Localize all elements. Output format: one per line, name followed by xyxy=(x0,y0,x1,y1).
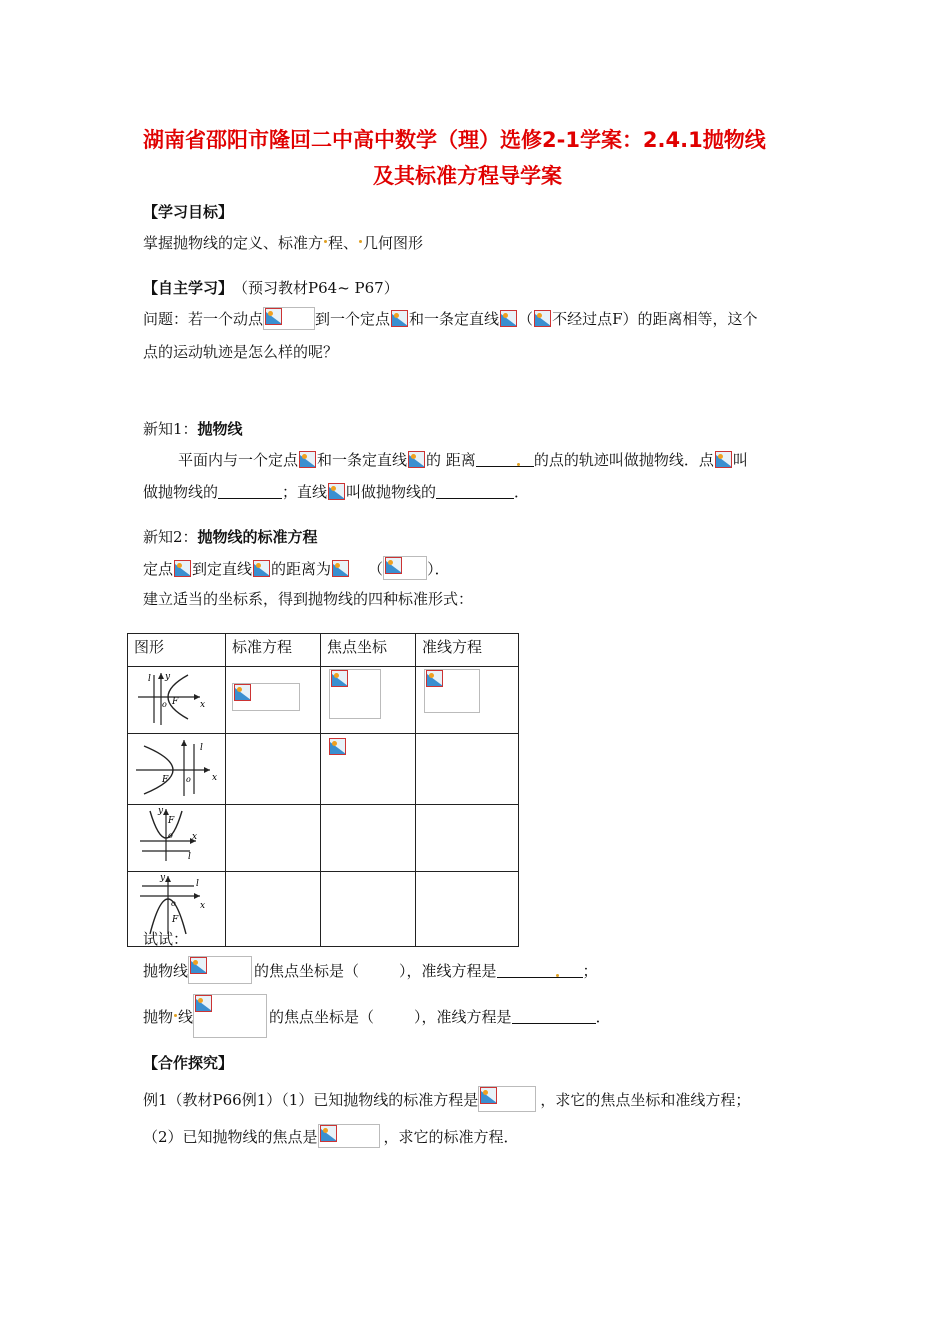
axis-arrow xyxy=(181,740,187,746)
table-header-cell: 图形 xyxy=(128,634,226,667)
fill-blank[interactable] xyxy=(436,484,514,499)
self-study-question-line2: 点的运动轨迹是怎么样的呢？ xyxy=(143,343,339,361)
formula-image-box xyxy=(318,1124,380,1148)
label-f: F xyxy=(172,697,179,707)
new1-label: 新知1： xyxy=(143,420,198,438)
new2-label: 新知2： xyxy=(143,528,198,546)
question-text: 不经过点F）的距离相等，这个 xyxy=(552,310,758,328)
graph-cell xyxy=(128,805,226,872)
dot-mark xyxy=(556,974,559,977)
label-x: x xyxy=(200,901,206,911)
graph-cell xyxy=(128,667,226,734)
label-o: o xyxy=(186,775,191,784)
definition-text: ；直线 xyxy=(282,483,328,501)
parabola-up-graph xyxy=(128,805,225,867)
directrix-cell xyxy=(416,805,519,872)
axis-arrow xyxy=(163,809,169,815)
new1-name: 抛物线 xyxy=(197,420,243,438)
focus-cell xyxy=(321,667,416,734)
definition-text: ． xyxy=(514,483,530,501)
equation-cell xyxy=(226,734,321,805)
formula-image-icon xyxy=(715,451,732,468)
dot-mark xyxy=(324,240,327,243)
try-text: ），准线方程是 xyxy=(399,961,497,980)
table-row xyxy=(128,667,519,734)
formula-image-icon xyxy=(408,451,425,468)
table-header-row xyxy=(128,634,519,667)
formula-image-icon xyxy=(299,451,316,468)
equation-cell xyxy=(226,872,321,947)
try-text: 的焦点坐标是（ xyxy=(254,961,360,980)
distance-text: 的距离为 xyxy=(271,559,332,578)
formula-image-box xyxy=(424,669,480,713)
formula-image-icon xyxy=(329,738,346,755)
document-title-line1: 湖南省邵阳市隆回二中高中数学（理）选修2-1学案：2.4.1抛物线 xyxy=(143,128,766,152)
formula-image-box xyxy=(263,307,315,330)
goal-text-part: 几何图形 xyxy=(363,234,424,252)
example-text: （2）已知抛物线的焦点是 xyxy=(143,1127,318,1146)
try-text: ； xyxy=(582,961,598,980)
fill-blank[interactable] xyxy=(512,1009,596,1024)
formula-image-icon xyxy=(332,560,349,577)
definition-text: 平面内与一个定点 xyxy=(178,451,299,469)
axis-arrow xyxy=(194,893,200,899)
new1-definition-line2 xyxy=(143,481,529,502)
formula-image-icon xyxy=(253,560,270,577)
directrix-cell xyxy=(416,734,519,805)
table-header-cell: 标准方程 xyxy=(226,634,321,667)
label-f: F xyxy=(162,775,169,785)
axis-arrow xyxy=(158,673,164,679)
equation-cell xyxy=(226,667,321,734)
coop-heading: 【合作探究】 xyxy=(143,1054,234,1072)
label-y: y xyxy=(158,806,164,816)
dot-mark xyxy=(517,463,520,466)
try-text: 线 xyxy=(178,1007,194,1026)
table-header-cell: 焦点坐标 xyxy=(321,634,416,667)
label-l: l xyxy=(196,879,199,889)
distance-text: （ xyxy=(368,559,384,578)
self-study-heading: 【自主学习】 xyxy=(143,279,234,297)
label-x: x xyxy=(200,700,206,710)
example1-part1 xyxy=(143,1086,750,1112)
definition-text: 和一条定直线 xyxy=(317,451,408,469)
new2-distance-line xyxy=(143,556,450,580)
axis-arrow xyxy=(165,876,171,882)
formula-image-icon xyxy=(534,310,551,327)
fill-blank[interactable] xyxy=(218,484,282,499)
new1-definition xyxy=(178,449,748,470)
example-text: ，求它的焦点坐标和准线方程； xyxy=(540,1090,751,1109)
label-l: l xyxy=(188,852,191,862)
try-line1 xyxy=(143,956,598,984)
formula-image-icon xyxy=(328,483,345,500)
parabola-left-graph xyxy=(128,734,225,800)
example-text: 例1（教材P66例1）（1）已知抛物线的标准方程是 xyxy=(143,1090,479,1109)
try-line2 xyxy=(143,994,611,1038)
formula-image-icon xyxy=(195,995,212,1012)
label-l: l xyxy=(148,674,151,684)
label-l: l xyxy=(200,743,203,753)
definition-text: 的 距离 xyxy=(426,451,476,469)
question-text: 问题：若一个动点 xyxy=(143,310,264,328)
try-text: ），准线方程是 xyxy=(414,1007,512,1026)
fill-blank[interactable] xyxy=(497,963,583,978)
try-label: 试试： xyxy=(143,930,189,948)
self-study-heading-line xyxy=(143,277,399,298)
formula-image-icon xyxy=(234,684,251,701)
label-f: F xyxy=(168,816,175,826)
equation-cell xyxy=(226,805,321,872)
formula-image-icon xyxy=(331,670,348,687)
table-header-cell: 准线方程 xyxy=(416,634,519,667)
fill-blank[interactable] xyxy=(476,452,534,467)
axis-arrow xyxy=(204,767,210,773)
focus-cell xyxy=(321,872,416,947)
new2-standard-forms-intro: 建立适当的坐标系，得到抛物线的四种标准形式： xyxy=(143,590,474,608)
directrix-cell xyxy=(416,667,519,734)
formula-image-icon xyxy=(391,310,408,327)
formula-image-icon xyxy=(426,670,443,687)
goal-text-part: 程、 xyxy=(328,234,359,252)
try-text: 抛物 xyxy=(143,1007,174,1026)
label-y: y xyxy=(165,672,171,682)
table-row xyxy=(128,805,519,872)
self-study-question xyxy=(143,307,757,330)
new1-heading xyxy=(143,418,243,439)
focus-cell xyxy=(321,734,416,805)
label-o: o xyxy=(168,831,173,840)
distance-text: ）． xyxy=(427,559,450,578)
dot-mark xyxy=(359,240,362,243)
goal-text xyxy=(143,232,423,253)
question-text: （ xyxy=(518,310,534,328)
label-o: o xyxy=(162,700,167,709)
new2-heading xyxy=(143,526,318,547)
question-text: 和一条定直线 xyxy=(409,310,500,328)
formula-image-icon xyxy=(265,308,282,325)
formula-image-box xyxy=(188,956,252,984)
definition-text: 的点的轨迹叫做抛物线．点 xyxy=(533,451,714,469)
standard-equations-table xyxy=(127,633,519,947)
formula-image-icon xyxy=(174,560,191,577)
try-text: 抛物线 xyxy=(143,961,189,980)
formula-image-box xyxy=(193,994,267,1038)
document-title-line2: 及其标准方程导学案 xyxy=(373,164,562,188)
example-text: ，求它的标准方程． xyxy=(383,1127,519,1146)
parabola-right-graph xyxy=(128,667,225,729)
dot-mark xyxy=(174,1014,177,1017)
definition-text: 叫做抛物线的 xyxy=(346,483,437,501)
try-text: ． xyxy=(595,1007,611,1026)
label-f: F xyxy=(172,915,179,925)
table-row xyxy=(128,734,519,805)
example1-part2 xyxy=(143,1124,519,1148)
distance-text: 定点 xyxy=(143,559,174,578)
goal-text-part: 掌握抛物线的定义、标准方 xyxy=(143,234,324,252)
graph-cell xyxy=(128,734,226,805)
directrix-cell xyxy=(416,872,519,947)
formula-image-box xyxy=(329,669,381,719)
new2-name: 抛物线的标准方程 xyxy=(197,528,318,546)
goal-heading: 【学习目标】 xyxy=(143,203,234,221)
focus-cell xyxy=(321,805,416,872)
label-x: x xyxy=(192,832,198,842)
distance-text: 到定直线 xyxy=(192,559,253,578)
formula-image-icon xyxy=(500,310,517,327)
formula-image-icon xyxy=(190,957,207,974)
formula-image-icon xyxy=(385,557,402,574)
label-x: x xyxy=(212,773,218,783)
formula-image-box xyxy=(232,683,300,711)
definition-text: 叫 xyxy=(732,451,748,469)
formula-image-box xyxy=(478,1086,536,1112)
formula-image-icon xyxy=(480,1087,497,1104)
formula-image-icon xyxy=(320,1125,337,1142)
definition-text: 做抛物线的 xyxy=(143,483,219,501)
question-text: 到一个定点 xyxy=(315,310,391,328)
label-o: o xyxy=(171,899,176,908)
self-study-reference: （预习教材P64~ P67） xyxy=(233,279,399,297)
try-text: 的焦点坐标是（ xyxy=(269,1007,375,1026)
label-y: y xyxy=(160,873,166,883)
formula-image-box xyxy=(383,556,427,580)
